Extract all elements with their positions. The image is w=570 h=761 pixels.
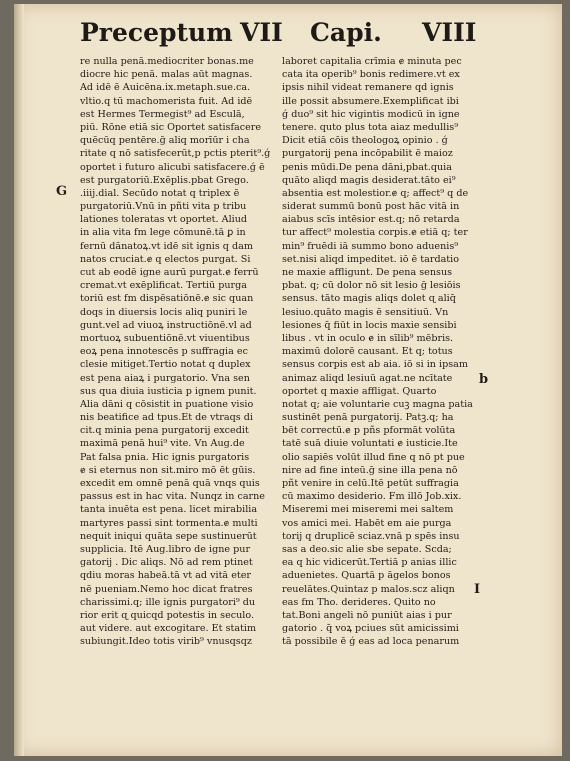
text-line: nire ad fine inteū.ḡ sine illa pena nō xyxy=(282,464,458,476)
text-line: sensus corpis est ab aia. iō si in ipsam xyxy=(282,359,468,371)
header-preceptum: Preceptum xyxy=(80,18,233,47)
text-line: est pena aiaꝝ i purgatorio. Vna sen xyxy=(80,372,250,384)
text-line: laboret capitalia crīmia ɇ minuta pec xyxy=(282,56,462,67)
text-line: maximā penā hui⁹ vite. Vn Aug.de xyxy=(80,438,245,450)
text-line: animaz aliqd lesiuū agat.ne ncītate xyxy=(282,372,453,384)
text-line: martyres passi sint tormenta.ɇ multi xyxy=(80,517,258,529)
text-line: qdiu moras habeā.tā vt ad vitā eter xyxy=(80,570,251,582)
text-line: toriū est fm dispēsatiōnē.ɇ sic quan xyxy=(80,293,254,305)
text-line: subiungit.Ideo totis virib⁹ vnusqsqz xyxy=(80,636,252,648)
text-line: passus est in hac vita. Nunqz in carne xyxy=(80,491,265,503)
text-line: notat q; aie voluntarie cuꝫ magna patia xyxy=(282,398,473,410)
text-line: cata ita operib⁹ bonis redimere.vt ex xyxy=(282,69,460,81)
text-line: lesiuo.quāto magis ē sensitiuū. Vn xyxy=(282,306,449,318)
text-line: cremat.vt exēplificat. Tertiū purga xyxy=(80,280,248,292)
text-line: Ad idē ē Auicēna.ix.metaph.sue.ca. xyxy=(80,82,251,94)
text-line: gatorij . Dic aliqs. Nō ad rem ptinet xyxy=(80,557,253,569)
text-line: min⁹ fruēdi iā summo bono aduenis⁹ xyxy=(282,240,459,252)
text-line: vltio.q tū machomerista fuit. Ad idē xyxy=(80,95,253,107)
text-line: nē pueniam.Nemo hoc dicat fratres xyxy=(80,583,253,595)
text-line: re nulla penā.mediocriter bonas.me xyxy=(80,56,254,67)
text-line: cit.q minia pena purgatorij excedit xyxy=(80,425,249,437)
text-line: quāto aliqd magis desiderat.tāto ei⁹ xyxy=(282,174,456,186)
text-line: olio sapiēs volūt illud fine q nō pt pue xyxy=(282,451,465,463)
text-line: Alia dāni q cōsistit in puatione visio xyxy=(80,398,254,410)
text-line: Dicit etiā cōis theologoꝝ opinio . ǵ xyxy=(282,135,448,147)
text-line: ɇ si eternus non sit.miro mō ēt gūis. xyxy=(80,464,256,476)
text-line: gunt.vel ad viuoꝝ instructiōnē.vl ad xyxy=(80,319,252,331)
text-line: purgatoriū.Vnū in pñti vita p tribu xyxy=(80,201,247,213)
text-line: gatorio . q̄ voꝝ pciues sūt amicissimi xyxy=(282,623,459,635)
text-line: ritate q nō satisfecerūt,p pctis pterit⁹.ǵ xyxy=(80,148,271,160)
text-line: pbat. q; cū dolor nō sit lesio ḡ lesiōis xyxy=(282,280,461,292)
page-gutter-shadow xyxy=(14,4,24,756)
text-line: natos cruciat.ɇ q electos purgat. Si xyxy=(80,253,251,265)
text-line: ǵ duo⁹ sit hic vigintis modicū in igne xyxy=(282,108,460,120)
text-line: quēcūq pentēre.ḡ aliq morīūr i cha xyxy=(80,135,250,147)
text-line: supplicia. Itē Aug.libro de igne pur xyxy=(80,543,251,555)
text-line: diocre hic penā. malas aūt magnas. xyxy=(80,69,253,81)
text-line: Miseremi mei miseremi mei saltem xyxy=(282,504,454,516)
text-line: aiabus scīs intēsior est.q; nō retarda xyxy=(282,214,460,226)
text-line: sustinēt penā purgatorij. Patꝫ.q; ha xyxy=(282,412,454,424)
text-line: tur affect⁹ molestia corpis.ɇ etiā q; ter xyxy=(282,227,468,239)
margin-marker-i: I xyxy=(474,582,481,597)
text-line: libus . vt in oculo ɇ in sīlib⁹ mēbris. xyxy=(282,332,454,344)
text-line: clesie mitiget.Tertio notat q duplex xyxy=(80,359,251,371)
right-text-column xyxy=(282,55,487,648)
text-line: ea q hic vidicerūt.Tertiā p anias illic xyxy=(282,557,457,569)
text-line: sas a deo.sic alie sbe sepate. Scda; xyxy=(282,543,452,555)
text-line: ne maxie affligunt. De pena sensus xyxy=(282,267,453,278)
text-line: Pat falsa pnia. Hic ignis purgatoris xyxy=(80,451,250,463)
text-line: mortuoꝝ subuentiōnē.vt viuentibus xyxy=(80,332,250,344)
text-line: est Hermes Termegist⁹ ad Esculā, xyxy=(80,108,245,120)
text-line: nis beatifice ad tpus.Et de vtraqs di xyxy=(80,412,253,424)
text-line: ille possit absumere.Exemplificat ibi xyxy=(282,95,459,107)
text-line: in alia vita fm lege cōmunē.tā ꝑ in xyxy=(80,227,246,239)
text-line: tenere. quto plus tota aiaz medullis⁹ xyxy=(282,121,459,133)
text-line: rior erit ɋ quicqd potestis in seculo. xyxy=(80,609,255,621)
header-capitulum-label: Capi. xyxy=(310,18,382,47)
text-line: fernū dānatoꝝ.vt idē sit ignis q dam xyxy=(80,240,253,252)
text-line: penis mūdi.De pena dāni,pbat.quia xyxy=(282,161,452,173)
header-capitulum-number: VIII xyxy=(422,18,477,47)
text-line: oportet i futuro alicubi satisfacere.ǵ ē xyxy=(80,161,265,173)
text-line: vos amici mei. Habēt em aie purga xyxy=(282,517,452,529)
text-line: piū. Rōne etiā sic Oportet satisfacere xyxy=(80,121,262,133)
running-header xyxy=(0,18,570,52)
text-line: charissimi.q; ille ignis purgatori⁹ du xyxy=(80,596,256,608)
text-line: pñt venire in celū.Itē petūt suffragia xyxy=(282,478,459,489)
text-line: cut ab eodē igne aurū purgat.ɇ ferrū xyxy=(80,267,259,278)
text-line: reuelātes.Quintaz p malos.scz aliqn xyxy=(282,583,455,595)
text-line: tā possibile ē ǵ eas ad loca penarum xyxy=(282,636,460,648)
text-line: ipsis nihil videat remanere qd ignis xyxy=(282,82,454,94)
left-text-column xyxy=(80,55,285,648)
text-line: sensus. tāto magis aliqs dolet ɋ aliq̄ xyxy=(282,293,456,305)
text-line: maximū dolorē causant. Et q; totus xyxy=(282,346,453,358)
text-line: sus qua diuia iusticia p ignem punit. xyxy=(80,385,257,397)
text-line: set.nisi aliqd impeditet. iō ē tardatio xyxy=(282,253,460,265)
text-line: tatē suā diuie voluntati ɇ iusticie.Ite xyxy=(282,438,458,450)
text-line: nequit iniqui quāta sepe sustinuerūt xyxy=(80,530,257,542)
text-line: torij q druplicē sciaz.vnā p spēs insu xyxy=(282,530,460,542)
text-line: aut videre. aut excogitare. Et statim xyxy=(80,623,257,635)
text-line: est purgatoriū.Exēplis.pbat Grego. xyxy=(80,174,249,186)
margin-marker-b: b xyxy=(479,372,489,387)
text-line: aduenietes. Quartā p āgelos bonos xyxy=(282,570,451,582)
text-line: siderat summū bonū post hāc vitā in xyxy=(282,201,460,213)
margin-marker-g: G xyxy=(56,184,68,199)
text-line: bēt correctū.ɇ p pñs pformāt volūta xyxy=(282,425,456,437)
text-line: lationes toleratas vt oportet. Aliud xyxy=(80,214,248,226)
text-line: cū maximo desiderio. Fm illō Job.xix. xyxy=(282,491,462,503)
header-preceptum-number: VII xyxy=(240,18,283,47)
text-line: oportet q maxie affligat. Quarto xyxy=(282,385,437,397)
text-line: eoꝝ pena innotescēs p suffragia ec xyxy=(80,346,248,358)
text-line: tanta inuēta est pena. licet mirabilia xyxy=(80,504,258,516)
text-line: excedit em omnē penā quā vnqs quis xyxy=(80,478,260,489)
text-line: absentia est molestior.ɇ q; affect⁹ q de xyxy=(282,187,469,199)
text-line: doqs in diuersis locis aliq puniri le xyxy=(80,306,248,318)
text-line: eas fm Tho. derideres. Quito no xyxy=(282,596,436,608)
text-line: lesiones q̄ fiūt in locis maxie sensibi xyxy=(282,319,457,331)
text-line: tat.Boni angeli nō puniūt aias i pur xyxy=(282,609,452,621)
text-line: purgatorij pena incōpabilit ē maioz xyxy=(282,148,453,160)
text-line: .iiij.dial. Secūdo notat q triplex ē xyxy=(80,187,240,199)
